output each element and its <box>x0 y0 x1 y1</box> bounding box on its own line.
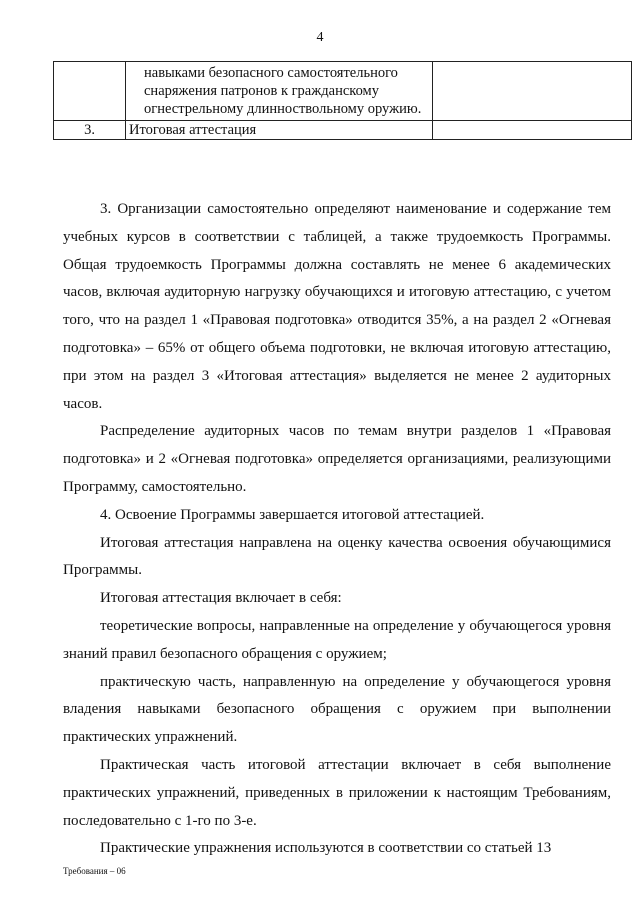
paragraph: Практическая часть итоговой аттестации включает в себя выполнение практических упражнений, приведенных в приложении к настоящим Требованиям, последовательно с 1-го по 3-е. <box>63 756 611 829</box>
paragraph: Итоговая аттестация включает в себя: <box>100 590 342 607</box>
document-body <box>63 196 611 863</box>
paragraph: Итоговая аттестация направлена на оценку качества освоения обучающимися Программы. <box>63 534 611 579</box>
table-cell-number <box>54 62 126 121</box>
paragraph: Практические упражнения используются в соответствии со статьей 13 <box>100 840 552 857</box>
paragraph: теоретические вопросы, направленные на определение у обучающегося уровня знаний правил безопасного обращения с оружием; <box>63 617 611 662</box>
footer-note: Требования – 06 <box>63 866 126 876</box>
table-continued-text: навыками безопасного самостоятельного снаряжения патронов к гражданскому огнестрельному длинноствольному оружию. <box>144 65 422 117</box>
table-cell-hours <box>433 121 632 140</box>
table-cell-name <box>126 62 433 121</box>
page-number: 4 <box>316 30 324 45</box>
paragraph: практическую часть, направленную на определение у обучающегося уровня владения навыками безопасного обращения с оружием при выполнении практических упражнений. <box>63 673 611 746</box>
table-row <box>54 62 632 121</box>
table-row-title: Итоговая аттестация <box>129 122 257 138</box>
table-cell-name <box>126 121 433 140</box>
curriculum-table <box>53 61 632 140</box>
paragraph: 4. Освоение Программы завершается итоговой аттестацией. <box>100 506 485 523</box>
table-row <box>54 121 632 140</box>
paragraph: 3. Организации самостоятельно определяют наименование и содержание тем учебных курсов в соответствии с таблицей, а также трудоемкость Программы. Общая трудоемкость Программы должна составлять не менее 6 академических часов, включая аудиторную нагрузку обучающихся и итоговую аттестацию, с учетом того, что на раздел 1 «Правовая подготовка» отводится 35%, а на раздел 2 «Огневая подготовка» – 65% от общего объема подготовки, не включая итоговую аттестацию, при этом на раздел 3 «Итоговая аттестация» выделяется не менее 2 аудиторных часов. <box>63 201 611 412</box>
paragraph: Распределение аудиторных часов по темам внутри разделов 1 «Правовая подготовка» и 2 «Огневая подготовка» определяется организациями, реализующими Программу, самостоятельно. <box>63 423 611 495</box>
table-cell-hours <box>433 62 632 121</box>
table-cell-number: 3. <box>54 121 126 140</box>
